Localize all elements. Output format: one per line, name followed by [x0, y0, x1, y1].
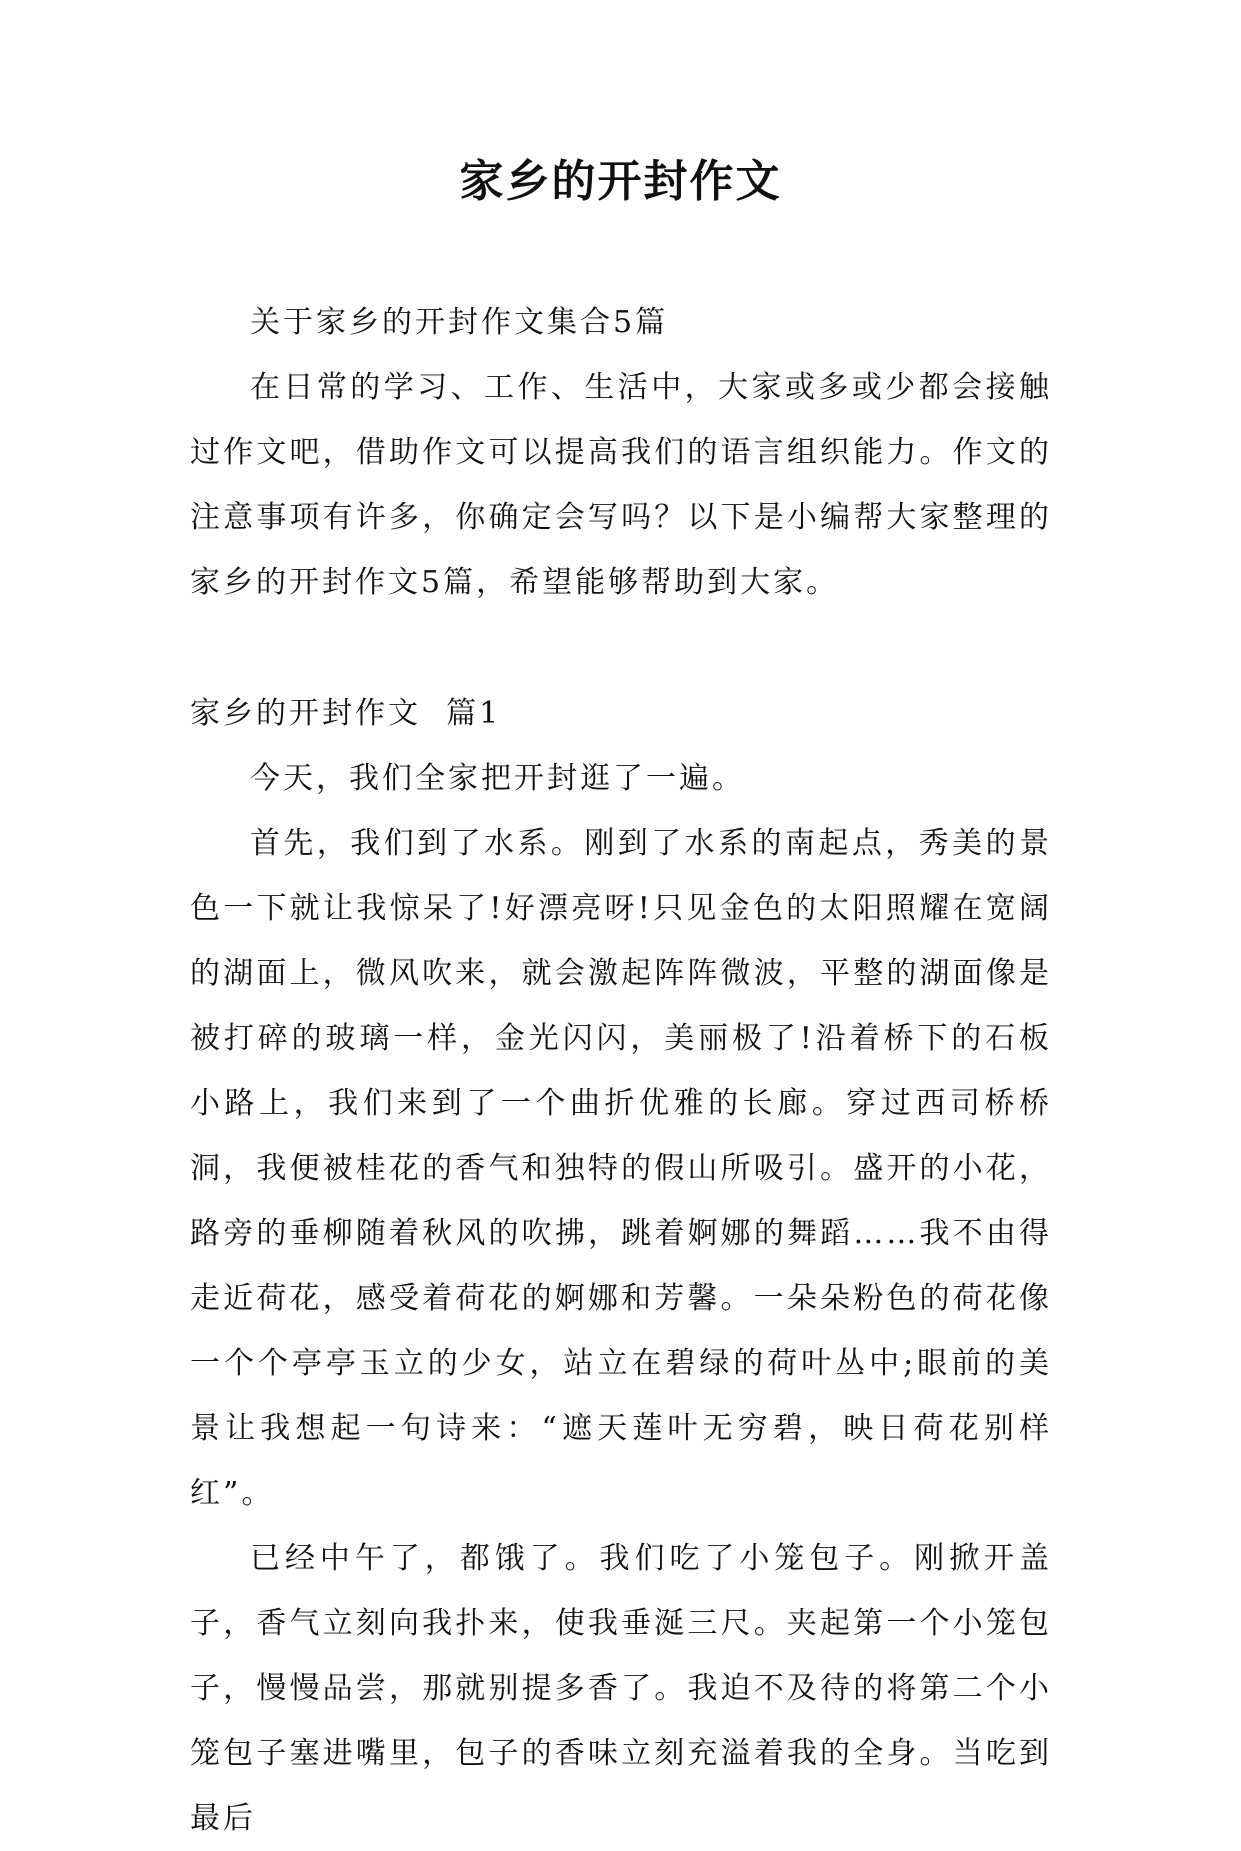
intro-line: 关于家乡的开封作文集合5篇 — [250, 305, 669, 340]
section-heading: 家乡的开封作文 篇1 — [190, 696, 502, 731]
body-paragraph: 首先，我们到了水系。刚到了水系的南起点，秀美的景色一下就让我惊呆了!好漂亮呀!只见金色的太阳照耀在宽阔的湖面上，微风吹来，就会激起阵阵微波，平整的湖面像是被打碎的玻璃一样，金光闪闪，美丽极了!沿着桥下的石板小路上，我们来到了一个曲折优雅的长廊。穿过西司桥桥洞，我便被桂花的香气和独特的假山所吸引。盛开的小花，路旁的垂柳随着秋风的吹拂，跳着婀娜的舞蹈……我不由得走近荷花，感受着荷花的婀娜和芳馨。一朵朵粉色的荷花像一个个亭亭玉立的少女，站立在碧绿的荷叶丛中;眼前的美景让我想起一句诗来：“遮天莲叶无穷碧，映日荷花别样红”。 — [190, 826, 1052, 1511]
intro-paragraph: 在日常的学习、工作、生活中，大家或多或少都会接触过作文吧，借助作文可以提高我们的语言组织能力。作文的注意事项有许多，你确定会写吗？以下是小编帮大家整理的家乡的开封作文5篇，希望能够帮助到大家。 — [190, 370, 1052, 600]
document-body — [190, 290, 1052, 1851]
document-title: 家乡的开封作文 — [459, 156, 782, 207]
body-paragraph: 今天，我们全家把开封逛了一遍。 — [250, 761, 745, 796]
body-paragraph: 已经中午了，都饿了。我们吃了小笼包子。刚掀开盖子，香气立刻向我扑来，使我垂涎三尺。夹起第一个小笼包子，慢慢品尝，那就别提多香了。我迫不及待的将第二个小笼包子塞进嘴里，包子的香味立刻充溢着我的全身。当吃到最后 — [190, 1541, 1052, 1836]
